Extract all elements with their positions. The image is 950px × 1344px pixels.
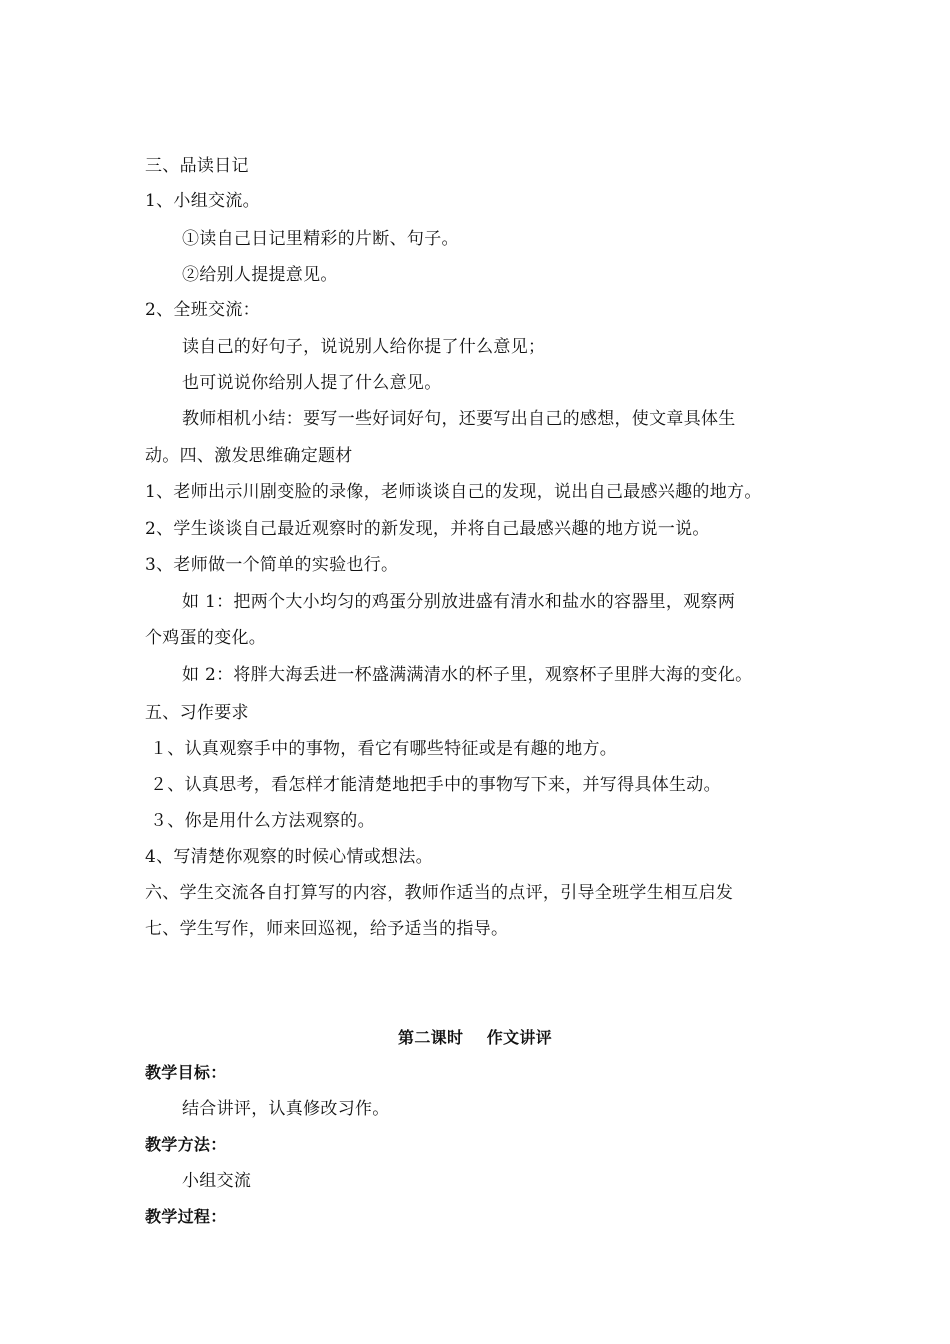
teaching-method-label: 教学方法： — [145, 1135, 227, 1154]
teaching-goal-label: 教学目标： — [145, 1063, 227, 1082]
section5-item2: ２、认真思考，看怎样才能清楚地把手中的事物写下来，并写得具体生动。 — [150, 775, 721, 795]
section3-item2: 2、全班交流： — [145, 300, 260, 320]
section3-item1-b: ②给别人提提意见。 — [182, 265, 338, 285]
section5-title: 五、习作要求 — [145, 703, 249, 723]
section5-item4: 4、写清楚你观察的时候心情或想法。 — [145, 847, 433, 867]
section5-item1: １、认真观察手中的事物，看它有哪些特征或是有趣的地方。 — [150, 739, 618, 759]
section5-item3: ３、你是用什么方法观察的。 — [150, 811, 375, 831]
lesson2-heading: 第二课时 作文讲评 — [398, 1028, 552, 1047]
section4-example2: 如 2：将胖大海丢进一杯盛满满清水的杯子里，观察杯子里胖大海的变化。 — [182, 665, 753, 685]
section4-item3: 3、老师做一个简单的实验也行。 — [145, 555, 399, 575]
section3-item1-a: ①读自己日记里精彩的片断、句子。 — [182, 229, 459, 249]
section3-summary-line2: 动。四、激发思维确定题材 — [145, 446, 353, 466]
section3-item1: 1、小组交流。 — [145, 191, 260, 211]
section3-item2-b: 也可说说你给别人提了什么意见。 — [182, 373, 442, 393]
section3-item2-a: 读自己的好句子，说说别人给你提了什么意见； — [182, 337, 546, 357]
section4-example1-line1: 如 1：把两个大小均匀的鸡蛋分别放进盛有清水和盐水的容器里，观察两 — [182, 592, 736, 612]
section4-example1-line2: 个鸡蛋的变化。 — [145, 628, 267, 648]
section3-title: 三、品读日记 — [145, 156, 249, 176]
section7: 七、学生写作，师来回巡视，给予适当的指导。 — [145, 919, 509, 939]
teaching-goal-text: 结合讲评，认真修改习作。 — [182, 1099, 390, 1119]
teaching-process-label: 教学过程： — [145, 1207, 227, 1226]
teaching-method-text: 小组交流 — [182, 1171, 252, 1191]
section4-item2: 2、学生谈谈自己最近观察时的新发现，并将自己最感兴趣的地方说一说。 — [145, 519, 710, 539]
section3-summary-line1: 教师相机小结：要写一些好词好句，还要写出自己的感想，使文章具体生 — [182, 409, 736, 429]
section4-item1: 1、老师出示川剧变脸的录像，老师谈谈自己的发现，说出自己最感兴趣的地方。 — [145, 482, 762, 502]
section6: 六、学生交流各自打算写的内容，教师作适当的点评，引导全班学生相互启发 — [145, 883, 734, 903]
